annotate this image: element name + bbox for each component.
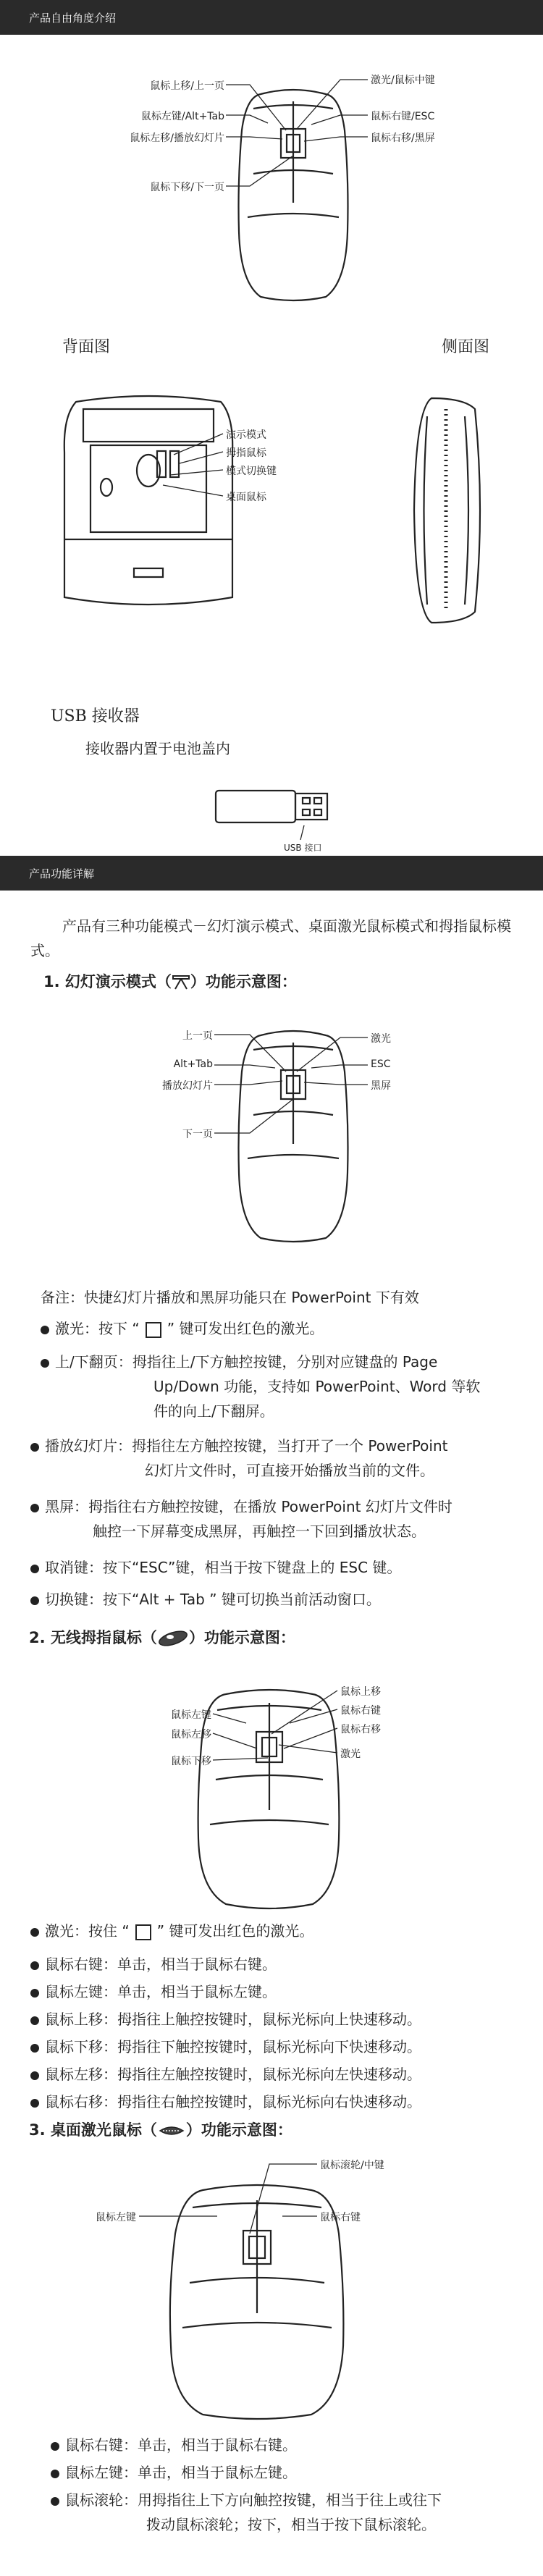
intro-paragraph: 产品有三种功能模式－幻灯演示模式、桌面激光鼠标模式和拇指鼠标模式。: [30, 917, 511, 959]
mode3-bullet-2: [51, 2460, 297, 2485]
mode1-label-left-3: 播放幻灯片: [162, 1080, 213, 1092]
section-title: 产品功能详解: [29, 867, 95, 880]
mode2-label-right-3: 鼠标右移: [340, 1724, 381, 1735]
fig1-label-right-1: 激光/鼠标中键: [371, 75, 435, 86]
mode3-bullet-3: [51, 2488, 442, 2537]
mode2-label-left-3: 鼠标下移: [171, 1756, 211, 1767]
fig1-label-left-2: 鼠标左键/Alt+Tab: [140, 111, 224, 122]
mode1-label-right-2: ESC: [371, 1058, 391, 1070]
mode2-label-right-4: 激光: [340, 1748, 361, 1760]
mode1-label-right-1: 激光: [371, 1033, 391, 1045]
fig1-label-right-2: 鼠标右键/ESC: [371, 111, 435, 122]
fig2-label-2: 拇指鼠标: [226, 447, 266, 459]
mode2-label-right-2: 鼠标右键: [340, 1705, 381, 1717]
mode2-heading-pre: 2. 无线拇指鼠标（: [29, 1629, 157, 1646]
mode1-esc-text: 取消键：按下“ESC”键，相当于按下键盘上的 ESC 键。: [45, 1559, 402, 1576]
mode2-bullet-text: 鼠标左移：拇指往左触控按键时，鼠标光标向左快速移动。: [45, 2066, 421, 2083]
mode1-label-right-3: 黑屏: [371, 1080, 391, 1092]
mode3-label-right-1: 鼠标滚轮/中键: [320, 2160, 384, 2171]
mode3-bullet-1: [51, 2433, 297, 2457]
receiver-title: USB 接收器: [51, 707, 140, 725]
mode1-play-line1: 播放幻灯片：拇指往左方触控按键，当打开了一个 PowerPoint: [45, 1437, 448, 1455]
mode2-laser-pre: 激光：按住 “: [45, 1922, 130, 1940]
mode2-bullet-text: 鼠标下移：拇指往下触控按键时，鼠标光标向下快速移动。: [45, 2038, 421, 2055]
mode1-black-line1: 黑屏：拇指往右方触控按键，在播放 PowerPoint 幻灯片文件时: [45, 1498, 452, 1515]
mode1-laser-post: ” 键可发出红色的激光。: [167, 1320, 324, 1337]
mode2-label-right-1: 鼠标上移: [340, 1686, 381, 1698]
mode2-heading-post: ）功能示意图：: [188, 1629, 295, 1646]
mode1-label-left-2: Alt+Tab: [173, 1058, 213, 1070]
mode3-wheel-line2: 拨动鼠标滚轮；按下，相当于按下鼠标滚轮。: [146, 2516, 436, 2533]
mode1-laser-pre: 激光：按下 “: [55, 1320, 140, 1337]
fig2-label-4: 桌面鼠标: [226, 492, 266, 503]
usb-port-label: USB 接口: [284, 843, 322, 853]
mode3-bullet-text: 鼠标左键：单击，相当于鼠标左键。: [65, 2464, 297, 2481]
fig1-label-left-3: 鼠标左移/播放幻灯片: [130, 132, 224, 144]
mode2-bullet-text: 鼠标上移：拇指往上触控按键时，鼠标光标向上快速移动。: [45, 2011, 421, 2028]
mode1-page-line1: 上/下翻页：拇指往上/下方触控按键，分别对应键盘的 Page: [55, 1353, 438, 1371]
bullet-dot: [51, 2470, 59, 2478]
fig2-label-3: 模式切换键: [226, 466, 277, 477]
mode3-heading-pre: 3. 桌面激光鼠标（: [29, 2121, 157, 2139]
mode2-label-left-2: 鼠标左移: [171, 1729, 211, 1741]
mode3-label-right-2: 鼠标右键: [320, 2212, 361, 2223]
mode2-label-left-1: 鼠标左键: [171, 1709, 211, 1721]
receiver-desc: 接收器内置于电池盖内: [85, 740, 230, 757]
mode1-switch-text: 切换键：按下“Alt + Tab ” 键可切换当前活动窗口。: [45, 1591, 381, 1608]
section-title: 产品自由角度介绍: [29, 11, 117, 25]
mode2-bullet-text: 鼠标右键：单击，相当于鼠标右键。: [45, 1956, 277, 1973]
mode1-heading-pre: 1. 幻灯演示模式（: [43, 973, 172, 990]
side-view-caption: 侧面图: [442, 338, 490, 356]
bullet-dot: [51, 2442, 59, 2451]
fig2-label-1: 演示模式: [226, 429, 266, 441]
mode2-laser-post: ” 键可发出红色的激光。: [156, 1922, 314, 1940]
mode1-black-line2: 触控一下屏幕变成黑屏，再触控一下回到播放状态。: [93, 1523, 426, 1540]
mode1-note: 备注：快捷幻灯片播放和黑屏功能只在 PowerPoint 下有效: [41, 1289, 419, 1306]
mode1-play-line2: 幻灯片文件时，可直接开始播放当前的文件。: [145, 1462, 434, 1479]
mode1-heading-post: ）功能示意图：: [190, 973, 297, 990]
bullet-dot: [51, 2497, 59, 2506]
mode1-page-line2: Up/Down 功能，支持如 PowerPoint、Word 等软: [153, 1378, 481, 1395]
mode1-label-left-4: 下一页: [182, 1129, 213, 1140]
fig1-label-left-1: 鼠标上移/上一页: [150, 80, 224, 92]
mode2-bullet-text: 鼠标右移：拇指往右触控按键时，鼠标光标向右快速移动。: [45, 2093, 421, 2110]
mode1-label-left-1: 上一页: [182, 1030, 213, 1042]
mode3-bullet-text: 鼠标右键：单击，相当于鼠标右键。: [65, 2436, 297, 2454]
mode2-bullet-text: 鼠标左键：单击，相当于鼠标左键。: [45, 1983, 277, 2000]
mode3-wheel-line1: 鼠标滚轮：用拇指往上下方向触控按键，相当于往上或往下: [65, 2491, 442, 2509]
mode1-page-line3: 件的向上/下翻屏。: [153, 1402, 274, 1420]
fig1-label-right-3: 鼠标右移/黑屏: [371, 132, 435, 144]
back-view-caption: 背面图: [62, 338, 111, 356]
mode3-label-left: 鼠标左键: [96, 2212, 136, 2223]
mode3-heading-post: ）功能示意图：: [185, 2121, 292, 2139]
fig1-label-left-4: 鼠标下移/下一页: [150, 182, 224, 193]
